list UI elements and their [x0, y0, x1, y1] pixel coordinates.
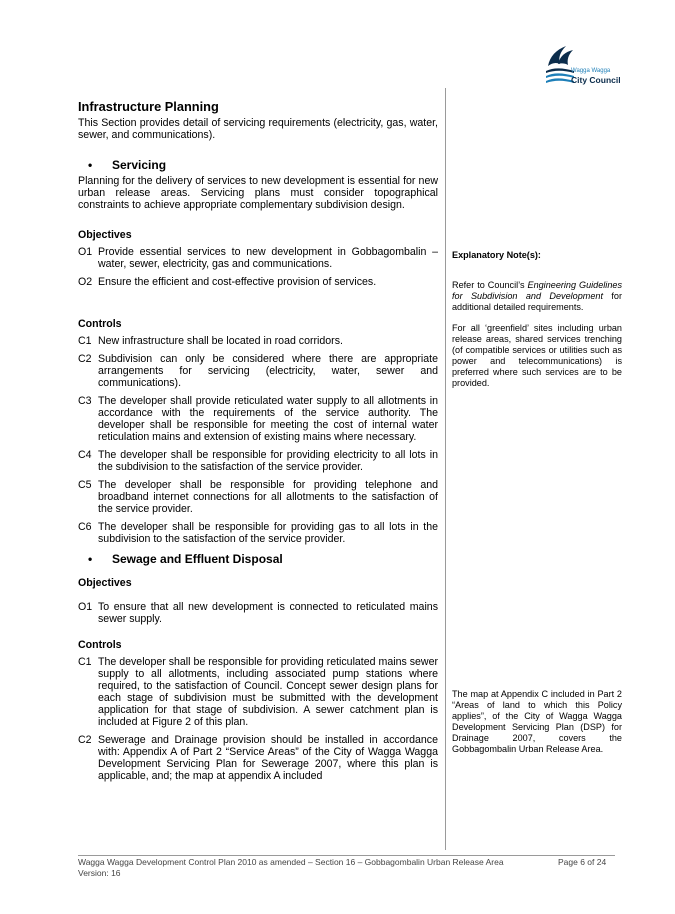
footer: [78, 857, 504, 879]
item-number: O1: [78, 246, 93, 258]
explanatory-notes-heading: Explanatory Note(s):: [452, 250, 541, 260]
servicing-heading: [88, 159, 438, 171]
section-title: Infrastructure Planning: [78, 99, 219, 114]
list-item: [78, 335, 438, 347]
sewage-controls-heading: Controls: [78, 639, 122, 651]
logo-subtitle: Wagga Wagga: [571, 68, 611, 74]
list-item: [78, 656, 438, 728]
footer-document-title: Wagga Wagga Development Control Plan 2010 as amended – Section 16 – Gobbagombalin Urban Release Area: [78, 857, 504, 867]
item-number: C5: [78, 479, 92, 491]
list-item: [78, 734, 438, 782]
item-text: The developer shall be responsible for providing electricity to all lots in the subdivision to the satisfaction of the service provider.: [98, 449, 438, 473]
item-text: Ensure the efficient and cost-effective provision of services.: [98, 276, 377, 288]
servicing-objectives-heading: Objectives: [78, 229, 132, 241]
footer-rule: [78, 855, 615, 856]
item-number: C1: [78, 335, 92, 347]
item-text: New infrastructure shall be located in road corridors.: [98, 335, 343, 347]
item-text: To ensure that all new development is connected to reticulated mains sewer supply.: [98, 601, 438, 625]
column-divider: [445, 88, 446, 850]
note-text: for additional detailed requirements.: [452, 291, 622, 312]
list-item: [78, 449, 438, 473]
main-column: [78, 96, 438, 788]
list-item: [78, 246, 438, 270]
logo-name: City Council: [571, 75, 621, 85]
item-number: C3: [78, 395, 92, 407]
explanatory-note-1: [452, 280, 622, 313]
item-number: C2: [78, 734, 92, 746]
item-text: The developer shall provide reticulated water supply to all allotments in accordance with the requirements of the service authority. The developer shall be responsible for meeting the cost of internal water reticulation mains and extension of existing mains where necessary.: [98, 395, 438, 443]
item-number: O2: [78, 276, 93, 288]
sewage-objectives-heading: Objectives: [78, 577, 132, 589]
footer-version: Version: 16: [78, 868, 121, 878]
item-text: The developer shall be responsible for providing telephone and broadband internet connections for all allotments to the satisfaction of the service provider.: [98, 479, 438, 515]
list-item: [78, 601, 438, 625]
item-number: C1: [78, 656, 92, 668]
list-item: [78, 479, 438, 515]
servicing-text: Planning for the delivery of services to new development is essential for new urban release areas. Servicing plans must consider topographical constraints to achieve appropriate complementary subdivision design.: [78, 175, 438, 211]
servicing-controls-heading: Controls: [78, 318, 122, 330]
item-number: C2: [78, 353, 92, 365]
note-guideline-title: Engineering Guidelines for Subdivision and Development: [452, 280, 622, 301]
page-number: Page 6 of 24: [558, 857, 607, 867]
item-text: The developer shall be responsible for providing gas to all lots in the subdivision to the satisfaction of the service provider.: [98, 521, 438, 545]
item-number: C4: [78, 449, 92, 461]
explanatory-note-3: The map at Appendix C included in Part 2 “Areas of land to which this Policy applies”, of the City of Wagga Wagga Development Servicing Plan (DSP) for Drainage 2007, covers the Gobbagombalin Urban Release Area.: [452, 689, 622, 754]
servicing-heading-label: Servicing: [112, 158, 167, 172]
item-number: O1: [78, 601, 93, 613]
note-text: Refer to Council’s: [452, 280, 528, 290]
explanatory-note-2: For all ‘greenfield’ sites including urban release areas, shared services trenching (of compatible services or utilities such as power and telecommunications) is preferred where such services are to be provided.: [452, 323, 622, 388]
item-text: Subdivision can only be considered where there are appropriate arrangements for servicing (electricity, water, sewer and communications).: [98, 353, 438, 389]
item-text: Provide essential services to new development in Gobbagombalin – water, sewer, electricity, gas and communications.: [98, 246, 438, 270]
sewage-heading: [88, 553, 438, 565]
list-item: [78, 395, 438, 443]
section-intro: This Section provides detail of servicing requirements (electricity, gas, water, sewer, and communications).: [78, 117, 438, 141]
list-item: [78, 521, 438, 545]
sewage-heading-label: Sewage and Effluent Disposal: [112, 552, 283, 566]
bullet-icon: •: [88, 158, 93, 172]
explanatory-notes-column: [452, 96, 622, 765]
item-number: C6: [78, 521, 92, 533]
bullet-icon: •: [88, 552, 93, 566]
list-item: [78, 353, 438, 389]
list-item: [78, 276, 438, 288]
item-text: Sewerage and Drainage provision should be installed in accordance with: Appendix A of Part 2 “Service Areas” of the City of Wagga Wagga Development Servicing Plan for Sewerage 2007, where this plan is applicable, and; the map at appendix A included: [98, 734, 438, 782]
item-text: The developer shall be responsible for providing reticulated mains sewer supply to all allotments, including associated pump stations where required, to the satisfaction of Council. Concept sewer design plans for each stage of subdivision must be submitted with the development application for that stage of subdivision. A sewer catchment plan is included at Figure 2 of this plan.: [98, 656, 438, 728]
